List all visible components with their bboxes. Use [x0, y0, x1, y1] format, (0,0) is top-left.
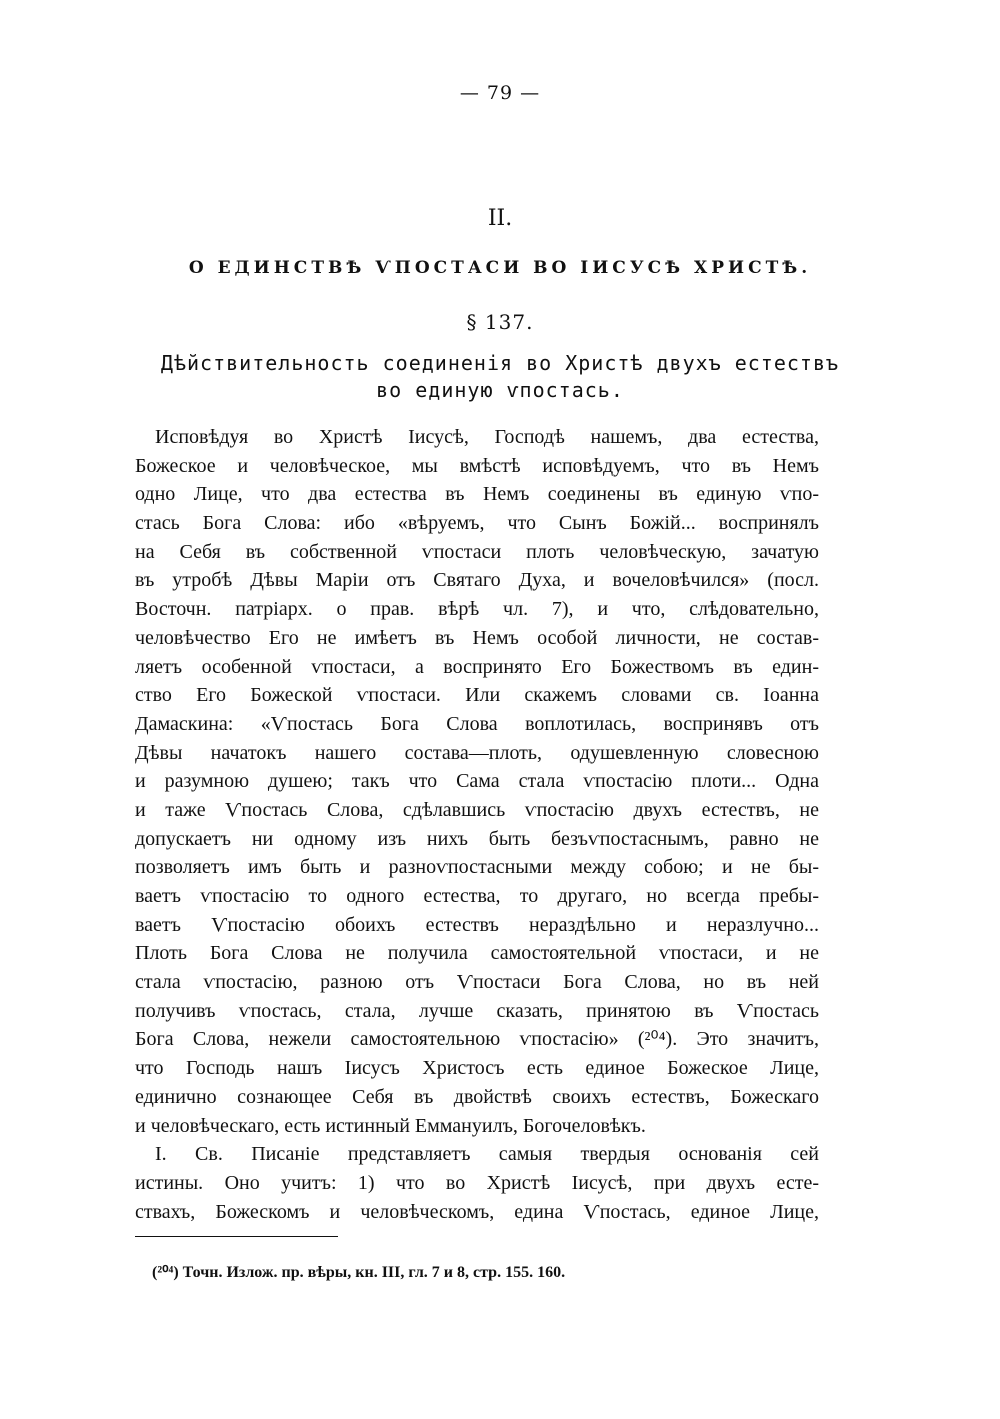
text-line: въ утробѣ Дѣвы Маріи отъ Святаго Духа, и вочеловѣчился» (посл. — [135, 569, 819, 592]
section-title-line: во единую ѵпостась. — [376, 378, 624, 402]
section-title-line: Дѣйствительность соединенія во Христѣ двухъ естествъ — [160, 351, 840, 375]
text-line: одно Лице, что два естества въ Немъ соединены въ единую ѵпо- — [135, 483, 819, 506]
text-line: Плоть Бога Слова не получила самостоятельной ѵпостаси, и не — [135, 942, 819, 965]
text-line: Бога Слова, нежели самостоятельною ѵпостасію» (²⁰⁴). Это значитъ, — [135, 1028, 819, 1051]
text-line: человѣчество Его не имѣетъ въ Немъ особой личности, не состав- — [135, 626, 819, 649]
text-line: ство Его Божеской ѵпостаси. Или скажемъ словами св. Іоанна — [135, 684, 819, 707]
text-line: Дамаскина: «Ѵпостась Бога Слова воплотилась, воспринявъ отъ — [135, 712, 819, 735]
text-line: І. Св. Писаніе представляетъ самыя твердыя основанія сей — [155, 1143, 819, 1166]
footnote-divider — [135, 1236, 338, 1237]
text-line: стала ѵпостасію, разною отъ Ѵпостаси Бога Слова, но въ ней — [135, 971, 819, 994]
text-line: Восточн. патріарх. о прав. вѣрѣ чл. 7), и что, слѣдовательно, — [135, 598, 819, 621]
chapter-number: II. — [487, 206, 513, 231]
page-number: — 79 — — [459, 82, 541, 104]
text-line: Божеское и человѣческое, мы вмѣстѣ исповѣдуемъ, что въ Немъ — [135, 454, 819, 477]
text-line: получивъ ѵпостась, стала, лучше сказать, принятою въ Ѵпостась — [135, 999, 819, 1022]
text-line: что Господь нашъ Іисусъ Христосъ есть единое Божеское Лице, — [135, 1057, 819, 1080]
text-line: допускаетъ ни одному изъ нихъ быть безъѵпостаснымъ, равно не — [135, 827, 819, 850]
text-line: ствахъ, Божескомъ и человѣческомъ, едина Ѵпостась, единое Лице, — [135, 1200, 819, 1223]
text-line: стась Бога Слова: ибо «вѣруемъ, что Сынъ Божій... воспринялъ — [135, 512, 819, 535]
body-text — [135, 423, 819, 1226]
text-line: на Себя въ собственной ѵпостаси плоть человѣческую, зачатую — [135, 540, 819, 563]
text-line: Дѣвы начатокъ нашего состава—плоть, одушевленную словесною — [135, 741, 819, 764]
text-line: и человѣческаго, есть истинный Еммануилъ, Богочеловѣкъ. — [135, 1114, 646, 1137]
text-line: и таже Ѵпостась Слова, сдѣлавшись ѵпостасію двухъ естествъ, не — [135, 798, 819, 821]
section-number: § 137. — [466, 310, 534, 334]
text-line: ляетъ особенной ѵпостаси, а воспринято Его Божествомъ въ един- — [135, 655, 819, 678]
text-line: единично сознающее Себя въ двойствѣ своихъ естествъ, Божескаго — [135, 1085, 819, 1108]
text-line: Исповѣдуя во Христѣ Іисусѣ, Господѣ нашемъ, два естества, — [155, 426, 819, 448]
footnote: (²⁰⁴) Точн. Излож. пр. вѣры, кн. III, гл. 7 и 8, стр. 155. 160. — [152, 1264, 566, 1281]
text-line: истины. Оно учитъ: 1) что во Христѣ Іисусѣ, при двухъ есте- — [135, 1171, 819, 1194]
text-line: ваетъ Ѵпостасію обоихъ естествъ нераздѣльно и неразлучно... — [135, 913, 819, 936]
text-line: и разумною душею; такъ что Сама стала ѵпостасію плоти... Одна — [135, 770, 819, 793]
section-title — [0, 350, 1000, 404]
text-line: ваетъ ѵпостасію то одного естества, то другаго, но всегда пребы- — [135, 885, 819, 907]
text-line: позволяетъ имъ быть и разноѵпостасными между собою; и не бы- — [135, 856, 819, 879]
chapter-title: О ЕДИНСТВѢ ѴПОСТАСИ ВО ІИСУСѢ ХРИСТѢ. — [188, 258, 812, 278]
